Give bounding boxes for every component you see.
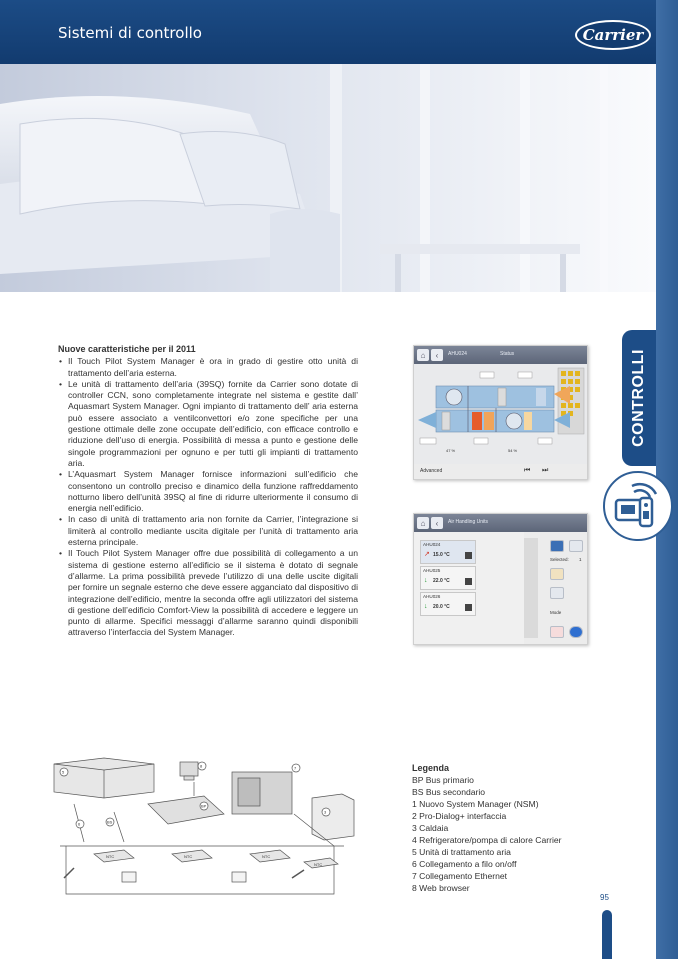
- diagram-label: NTC: [262, 854, 271, 859]
- legend-title: Legenda: [412, 763, 450, 773]
- arrow-down-icon: ↓: [424, 577, 428, 584]
- legend-item: 6 Collegamento a filo on/off: [412, 859, 517, 869]
- selected-label: Selected:: [550, 557, 569, 562]
- section-tab-label: CONTROLLI: [630, 349, 648, 447]
- unit-item[interactable]: [420, 566, 476, 590]
- scroll-track[interactable]: [524, 538, 538, 638]
- legend-item: 7 Collegamento Ethernet: [412, 871, 508, 881]
- legend-item: BS Bus secondario: [412, 787, 486, 797]
- section-tab-label-wrap: [622, 330, 656, 466]
- article: [58, 344, 358, 639]
- legend-item: BP Bus primario: [412, 775, 474, 785]
- diagram-label: NTC: [314, 862, 323, 867]
- diagram-label: 3: [324, 809, 327, 815]
- previous-icon[interactable]: ⏮: [524, 467, 531, 474]
- fan-icon[interactable]: [550, 587, 564, 599]
- ahu-status-screenshot: [413, 345, 588, 480]
- page-title: Sistemi di controllo: [58, 24, 202, 42]
- unit-temperature: 20.0 °C: [433, 604, 450, 610]
- article-heading: Nuove caratteristiche per il 2011: [58, 344, 196, 354]
- back-icon: ‹: [431, 517, 443, 529]
- legend: [412, 762, 612, 894]
- screen-title: AHU024: [448, 351, 467, 357]
- unit-item[interactable]: [420, 540, 476, 564]
- alarm-icon[interactable]: [550, 626, 564, 638]
- page-number: 95: [600, 893, 609, 902]
- unit-item[interactable]: [420, 592, 476, 616]
- home-icon: ⌂: [417, 349, 429, 361]
- legend-item: 2 Pro-Dialog+ interfaccia: [412, 811, 507, 821]
- fan-left-value: 47 %: [446, 448, 456, 453]
- building-icon: [465, 604, 472, 611]
- unit-name: AHU026: [423, 594, 441, 599]
- screen-title-bar: [414, 346, 587, 364]
- next-icon[interactable]: ⏭: [542, 467, 549, 474]
- fan-right-value: 54 %: [508, 448, 518, 453]
- remote-control-icon: [602, 470, 674, 542]
- edit-icon[interactable]: [550, 568, 564, 580]
- legend-item: 4 Refrigeratore/pompa di calore Carrier: [412, 835, 562, 845]
- diagram-label: 6: [78, 821, 81, 827]
- screen-title-bar: [414, 514, 587, 532]
- diagram-label: NTC: [184, 854, 193, 859]
- back-icon: ‹: [431, 349, 443, 361]
- feature-item: • Il Touch Pilot System Manager è ora in grado di gestire otto unità di trattamento dell’aria esterna.: [58, 356, 358, 379]
- diagram-label: NTC: [106, 854, 115, 859]
- arrow-down-icon: ↓: [424, 603, 428, 610]
- carrier-logo: Carrier: [575, 20, 651, 50]
- system-diagram: [44, 754, 372, 904]
- legend-item: 5 Unità di trattamento aria: [412, 847, 511, 857]
- schedule-icon[interactable]: [569, 540, 583, 552]
- hero-photo: [0, 64, 656, 292]
- home-icon: ⌂: [417, 517, 429, 529]
- diagram-label: 8: [200, 763, 203, 769]
- diagram-label: 5: [62, 769, 65, 775]
- arrow-up-icon: ↗: [424, 551, 430, 558]
- feature-list: [58, 356, 358, 638]
- feature-item: • L’Aquasmart System Manager fornisce informazioni sull’edificio che consentono un controllo preciso e dinamico della funzione raffreddamento notturno libero dell’unità 39SQ al fine di ridurre ulteriormente il consumo di energia nell’edificio.: [58, 469, 358, 514]
- screen-title: Air Handling Units: [448, 519, 489, 525]
- mode-select[interactable]: Mode: [550, 610, 562, 615]
- info-icon[interactable]: [569, 626, 583, 638]
- unit-name: AHU025: [423, 568, 441, 573]
- screen-tab: Status: [500, 351, 515, 357]
- air-handling-units-screenshot: [413, 513, 588, 645]
- legend-item: 8 Web browser: [412, 883, 470, 893]
- diagram-label: BP: [201, 803, 207, 809]
- selected-count: 1: [579, 557, 582, 562]
- diagram-label: 7: [294, 765, 297, 771]
- feature-item: • Le unità di trattamento dell’aria (39SQ) fornite da Carrier sono dotate di controller CCN, sono completamente integrate nel sistema e gestite dall’ Aquasmart System Manager. Ogni impianto di trattamento dell’ aria esterna può essere associato a ventilconvettori e/o zone specifiche per una gestione ottimale delle zone occupate dell’edificio, con efficace controllo e riduzione dell’uso di energia. Possibilità di messa a punto e gestione delle singole programmazioni per ognuno e per tutti gli impianti di trattamento aria.: [58, 379, 358, 469]
- unit-name: AHU024: [423, 542, 441, 547]
- feature-item: • In caso di unità di trattamento aria non fornite da Carrier, l’integrazione si limiterà al controllo mediante uscita digitale per l’unità di trattamento aria esterna principale.: [58, 514, 358, 548]
- advanced-button[interactable]: Advanced: [420, 468, 443, 474]
- legend-item: 3 Caldaia: [412, 823, 449, 833]
- feature-item: • Il Touch Pilot System Manager offre due possibilità di collegamento a un sistema di gestione esterno all’edificio se il sistema è dotato di segnale d’allarme. La prima possibilità prevede l’utilizzo di una delle uscite digitali per fornire un segnale esterno che deve essere agganciato dal dispositivo di integrazione dell’edificio, mentre la seconda offre agli utilizzatori del sistema di gestione dell’edificio Comfort-View la possibilità di accedere e leggere un punto di allarme. Specifici messaggi d’allarme saranno quindi disponibili attraverso l’interfaccia del System Manager.: [58, 548, 358, 638]
- unit-temperature: 15.0 °C: [433, 552, 450, 558]
- grid-view-icon[interactable]: [550, 540, 564, 552]
- page-marker: [602, 910, 612, 959]
- legend-item: 1 Nuovo System Manager (NSM): [412, 799, 539, 809]
- hero-photo-illustration: [0, 64, 656, 292]
- building-icon: [465, 578, 472, 585]
- building-icon: [465, 552, 472, 559]
- unit-temperature: 22.0 °C: [433, 578, 450, 584]
- diagram-label: BS: [107, 819, 113, 825]
- ahu-schematic: [414, 364, 587, 464]
- page-header: [0, 0, 678, 64]
